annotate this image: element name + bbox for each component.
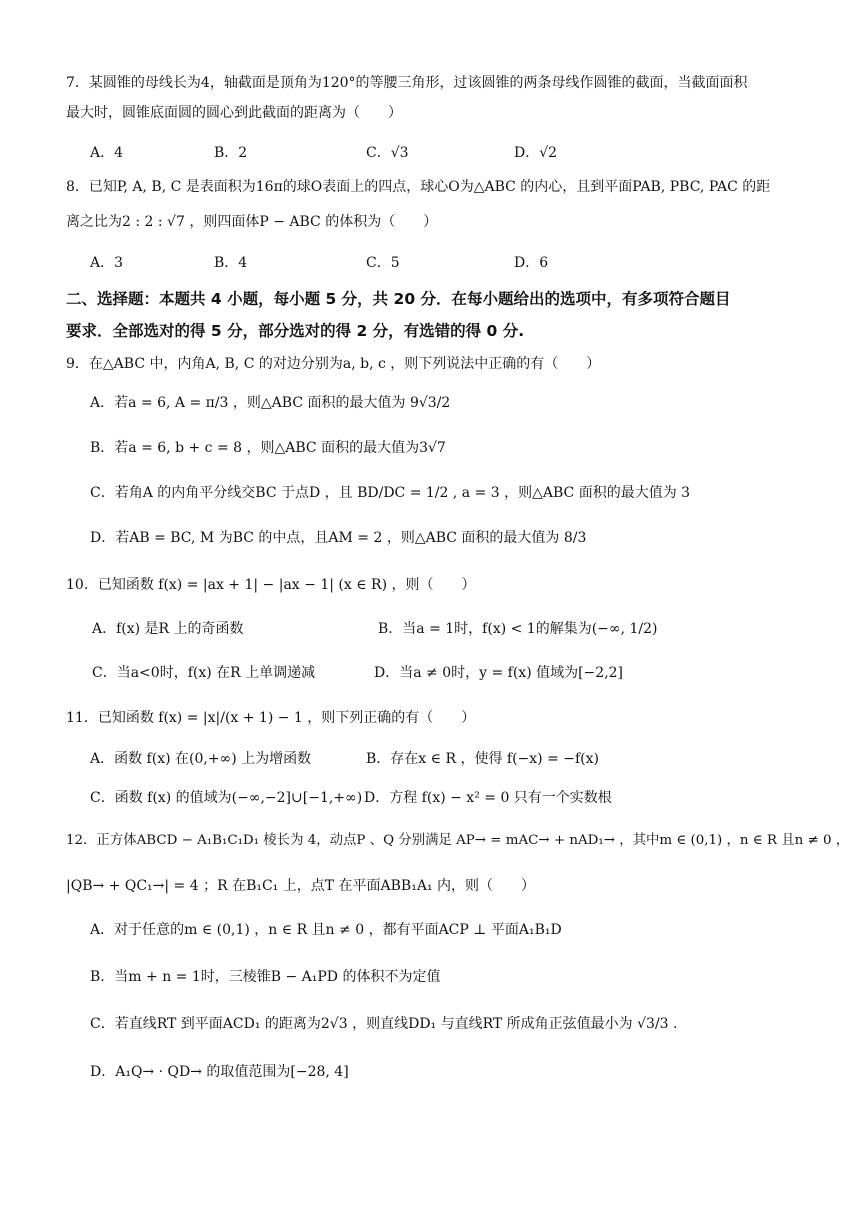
q11-stem: 11．已知函数 f(x) = |x|/(x + 1) − 1 ，则下列正确的有（ ）: [66, 710, 476, 726]
q12-option-b: B．当m + n = 1时，三棱锥B − A₁PD 的体积不为定值: [90, 969, 441, 985]
q10-option-c: C．当a<0时，f(x) 在R 上单调递减: [92, 665, 316, 681]
q8-stem-line2: 离之比为2 : 2 : √7 ，则四面体P − ABC 的体积为（ ）: [66, 214, 438, 230]
q9-option-a: A．若a = 6, A = π/3 ，则△ABC 面积的最大值为 9√3/2: [90, 395, 451, 411]
section2-heading-line2: 要求．全部选对的得 5 分，部分选对的得 2 分，有选错的得 0 分.: [66, 322, 525, 340]
q12-stem-line2: |QB→ + QC₁→| = 4 ；R 在B₁C₁ 上，点T 在平面ABB₁A₁ 内，则（ ）: [66, 878, 536, 894]
q12-stem-line1: 12．正方体ABCD − A₁B₁C₁D₁ 棱长为 4，动点P 、Q 分别满足 AP→ = mAC→ + nAD₁→ ，其中m ∈ (0,1) ，n ∈ R 且n ≠ 0 ，: [66, 833, 850, 848]
q10-stem: 10．已知函数 f(x) = |ax + 1| − |ax − 1| (x ∈ R) ，则（ ）: [66, 577, 476, 593]
q7-option-b: B．2: [214, 145, 248, 161]
q7-stem-line2: 最大时，圆锥底面圆的圆心到此截面的距离为（ ）: [66, 105, 402, 121]
q11-option-a: A．函数 f(x) 在(0,+∞) 上为增函数: [90, 751, 312, 767]
q10-option-d: D．当a ≠ 0时，y = f(x) 值域为[−2,2]: [374, 665, 624, 681]
section2-heading-line1: 二、选择题：本题共 4 小题，每小题 5 分，共 20 分．在每小题给出的选项中，有多项符合题目: [66, 290, 731, 308]
q8-option-c: C．5: [366, 255, 400, 271]
q11-option-b: B．存在x ∈ R ，使得 f(−x) = −f(x): [366, 751, 599, 767]
q7-stem-line1: 7．某圆锥的母线长为4，轴截面是顶角为120°的等腰三角形，过该圆锥的两条母线作圆锥的截面，当截面面积: [66, 75, 748, 91]
q9-stem: 9．在△ABC 中，内角A, B, C 的对边分别为a, b, c ，则下列说法中正确的有（ ）: [66, 356, 601, 372]
q10-option-a: A．f(x) 是R 上的奇函数: [92, 621, 244, 637]
q12-option-c: C．若直线RT 到平面ACD₁ 的距离为2√3 ，则直线DD₁ 与直线RT 所成角正弦值最小为 √3/3 .: [90, 1016, 678, 1032]
q8-stem-line1: 8．已知P, A, B, C 是表面积为16π的球O表面上的四点，球心O为△ABC 的内心，且到平面PAB, PBC, PAC 的距: [66, 179, 771, 195]
q9-option-b: B．若a = 6, b + c = 8 ，则△ABC 面积的最大值为3√7: [90, 440, 446, 456]
q11-option-c: C．函数 f(x) 的值域为(−∞,−2]∪[−1,+∞): [90, 790, 363, 806]
q8-option-b: B．4: [214, 255, 248, 271]
q11-option-d: D．方程 f(x) − x² = 0 只有一个实数根: [364, 790, 612, 806]
q8-option-a: A．3: [90, 255, 124, 271]
q7-option-d: D．√2: [514, 145, 558, 161]
q12-option-a: A．对于任意的m ∈ (0,1) ，n ∈ R 且n ≠ 0 ，都有平面ACP ⊥ 平面A₁B₁D: [90, 922, 562, 938]
q12-option-d: D．A₁Q→ · QD→ 的取值范围为[−28, 4]: [90, 1064, 349, 1080]
q7-option-a: A．4: [90, 145, 124, 161]
q9-option-c: C．若角A 的内角平分线交BC 于点D ，且 BD/DC = 1/2 , a = 3 ，则△ABC 面积的最大值为 3: [90, 485, 691, 501]
q10-option-b: B．当a = 1时，f(x) < 1的解集为(−∞, 1/2): [378, 621, 658, 637]
q7-option-c: C．√3: [366, 145, 409, 161]
q8-option-d: D．6: [514, 255, 549, 271]
q9-option-d: D．若AB = BC, M 为BC 的中点，且AM = 2 ，则△ABC 面积的最大值为 8/3: [90, 530, 587, 546]
